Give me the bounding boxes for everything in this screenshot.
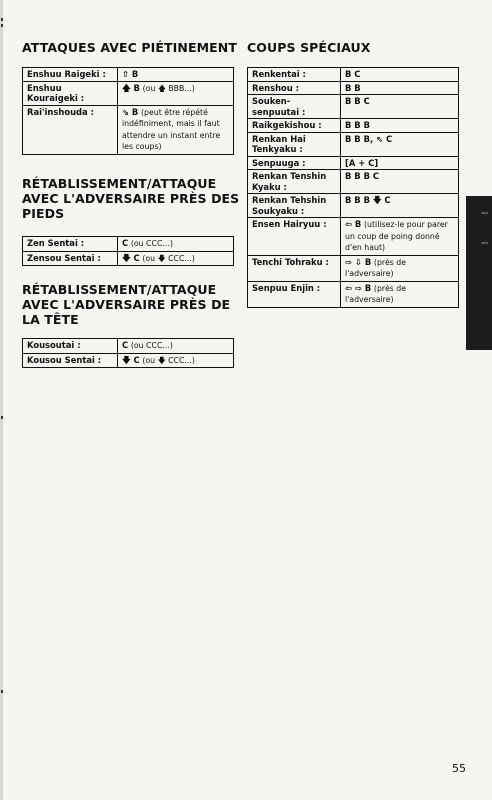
table-row <box>248 194 459 218</box>
section-title-recovery-head: RÉTABLISSEMENT/ATTAQUE AVEC L'ADVERSAIRE PRÈS DE LA TÊTE <box>22 282 231 327</box>
page-number: 55 <box>452 762 466 775</box>
move-note: (peut être répété indéfiniment, mais il faut attendre un instant entre les coups) <box>122 107 221 151</box>
move-input <box>118 105 234 154</box>
move-input <box>341 170 459 194</box>
move-code: 🡇 C <box>122 252 140 263</box>
move-input <box>341 132 459 156</box>
move-note: (ou 🡇 CCC...) <box>142 253 195 263</box>
move-code: B B B C <box>345 171 380 181</box>
move-input <box>341 218 459 256</box>
move-note: (ou CCC...) <box>130 341 173 350</box>
move-name: Zen Sentai : <box>23 237 118 252</box>
move-name: Zensou Sentai : <box>23 251 118 266</box>
move-input <box>341 95 459 119</box>
move-input <box>341 194 459 218</box>
move-code: B B B, ⇖ C <box>345 133 393 144</box>
table-row <box>248 255 459 281</box>
move-input <box>341 119 459 133</box>
move-name: Renshou : <box>248 81 341 95</box>
section-title-stomp-attacks: ATTAQUES AVEC PIÉTINEMENT <box>22 40 237 55</box>
table-row <box>23 81 234 105</box>
table-row <box>248 81 459 95</box>
table-row <box>248 95 459 119</box>
table-row <box>23 105 234 154</box>
move-note: (ou CCC...) <box>130 239 173 248</box>
move-note: (ou 🡇 CCC...) <box>142 355 195 365</box>
move-code: 🡇 C <box>122 354 140 365</box>
move-name: Renkan Hai Tenkyaku : <box>248 132 341 156</box>
section-title-recovery-feet: RÉTABLISSEMENT/ATTAQUE AVEC L'ADVERSAIRE PRÈS DES PIEDS <box>22 176 240 221</box>
move-note: (près de l'adversaire) <box>345 257 407 278</box>
move-input <box>341 156 459 170</box>
move-code: B B C <box>345 96 370 106</box>
move-input <box>118 81 234 105</box>
tab-tick <box>481 212 488 214</box>
move-code: C <box>122 238 129 248</box>
table-row <box>248 119 459 133</box>
move-code: [A + C] <box>345 157 379 168</box>
move-code: ⇦ B <box>345 219 362 229</box>
chapter-tab <box>466 196 492 350</box>
table-row <box>248 156 459 170</box>
move-input <box>341 81 459 95</box>
recovery-head-table <box>22 338 234 368</box>
move-name: Rai'inshouda : <box>23 105 118 154</box>
move-input <box>118 68 234 82</box>
move-name: Kousoutai : <box>23 339 118 354</box>
move-name: Renkan Tehshin Soukyaku : <box>248 194 341 218</box>
move-name: Kousou Sentai : <box>23 353 118 368</box>
table-row <box>248 132 459 156</box>
edge-mark <box>1 18 3 21</box>
move-code: B B B 🡇 C <box>345 195 391 205</box>
special-moves-table <box>247 67 459 308</box>
move-input <box>118 251 234 266</box>
stomp-attacks-table <box>22 67 234 155</box>
table-row <box>23 339 234 354</box>
move-note: (ou 🡅 BBB...) <box>142 83 195 93</box>
move-input <box>341 68 459 82</box>
edge-mark <box>1 416 3 419</box>
move-code: B B B <box>345 120 370 130</box>
table-row <box>23 237 234 252</box>
move-input <box>118 353 234 368</box>
move-input <box>118 237 234 252</box>
table-row <box>23 251 234 266</box>
table-row <box>248 218 459 256</box>
move-name: Senpuuga : <box>248 156 341 170</box>
move-name: Souken-senpuutai : <box>248 95 341 119</box>
move-name: Renkentai : <box>248 68 341 82</box>
page-left-edge <box>0 0 3 800</box>
move-code: 🡅 B <box>122 82 140 93</box>
move-name: Tenchi Tohraku : <box>248 255 341 281</box>
move-input <box>341 281 459 307</box>
move-code: B C <box>345 69 361 79</box>
move-note: (près de l'adversaire) <box>345 283 407 304</box>
move-code: B B <box>345 82 361 93</box>
table-row <box>23 68 234 82</box>
move-code: ⇘ B <box>122 106 139 117</box>
move-name: Enshuu Raigeki : <box>23 68 118 82</box>
move-input <box>341 255 459 281</box>
move-code: ⇧ B <box>122 69 139 79</box>
table-row <box>248 68 459 82</box>
edge-mark <box>1 690 3 693</box>
edge-mark <box>1 24 3 27</box>
recovery-feet-table <box>22 236 234 266</box>
move-code: C <box>122 340 129 350</box>
move-name: Raikgekishou : <box>248 119 341 133</box>
move-name: Senpuu Enjin : <box>248 281 341 307</box>
move-name: Enshuu Kouraigeki : <box>23 81 118 105</box>
move-input <box>118 339 234 354</box>
move-name: Renkan Tenshin Kyaku : <box>248 170 341 194</box>
move-code: ⇨ ⇩ B <box>345 256 372 267</box>
section-title-special-moves: COUPS SPÉCIAUX <box>247 40 371 55</box>
move-note: (utilisez-le pour parer un coup de poing donné d'en haut) <box>345 220 448 252</box>
move-code: ⇦ ⇨ B <box>345 282 372 293</box>
move-name: Ensen Hairyuu : <box>248 218 341 256</box>
table-row <box>248 170 459 194</box>
tab-tick <box>481 242 488 244</box>
table-row <box>248 281 459 307</box>
table-row <box>23 353 234 368</box>
